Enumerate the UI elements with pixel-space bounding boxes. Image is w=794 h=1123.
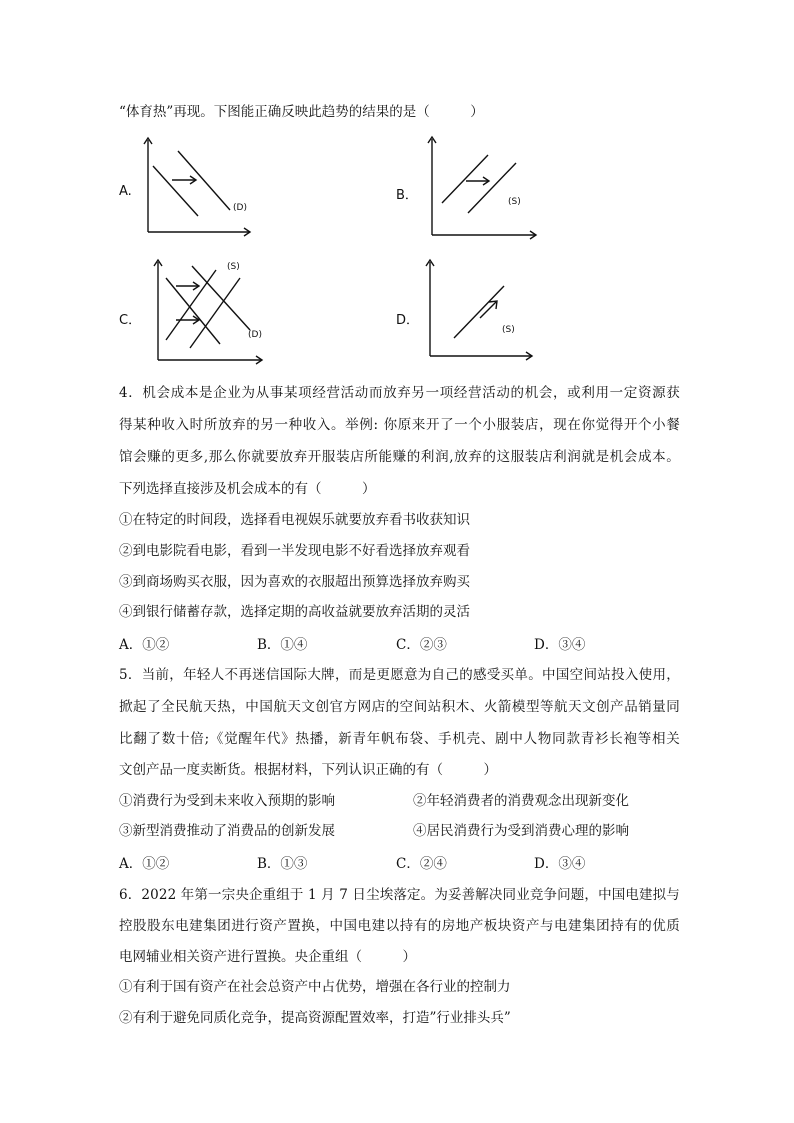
q5-item-2: ②年轻消费者的消费观念出现新变化 — [413, 793, 629, 809]
q4-stem-line-3: 馆会赚的更多,那么你就要放弃开服装店所能赚的利润,放弃的这服装店利润就是机会成本。 — [119, 449, 681, 465]
q6-stem-line-2: 控股股东电建集团进行资产置换，中国电建以持有的房地产板块资产与电建集团持有的优质 — [119, 918, 681, 934]
graph-a-demand-shift — [140, 136, 260, 240]
graph-b-label: B． — [396, 188, 418, 203]
q4-item-3: ③到商场购买衣服，因为喜欢的衣服超出预算选择放弃购买 — [119, 574, 470, 590]
q3-stem: “体育热”再现。下图能正确反映此趋势的结果的是（ ） — [119, 104, 484, 120]
graph-c-both-shift — [150, 256, 270, 366]
curve-s-label: (S) — [502, 325, 515, 335]
q6-item-1: ①有利于国有资产在社会总资产中占优势，增强在各行业的控制力 — [119, 979, 511, 995]
q5-item-3: ③新型消费推动了消费品的创新发展 — [119, 823, 335, 839]
q5-stem-line-4: 文创产品一度卖断货。根据材料，下列认识正确的有（ ） — [119, 762, 497, 778]
curve-s-label: (S) — [508, 197, 521, 207]
q5-option-d[interactable]: D．③④ — [534, 856, 586, 872]
q5-item-1: ①消费行为受到未来收入预期的影响 — [119, 793, 335, 809]
q4-stem-line-4: 下列选择直接涉及机会成本的有（ ） — [119, 481, 376, 497]
q5-item-4: ④居民消费行为受到消费心理的影响 — [413, 823, 629, 839]
graph-b-supply-shift — [424, 135, 544, 239]
q5-stem-line-2: 掀起了全民航天热，中国航天文创官方网店的空间站积木、火箭模型等航天文创产品销量同 — [119, 699, 681, 715]
curve-d-label: (D) — [233, 203, 247, 213]
graph-d-movement-along — [422, 256, 542, 360]
q4-item-2: ②到电影院看电影，看到一半发现电影不好看选择放弃观看 — [119, 543, 470, 559]
q6-item-2: ②有利于避免同质化竞争，提高资源配置效率，打造”行业排头兵” — [119, 1010, 511, 1026]
graph-c-label: C． — [119, 313, 142, 328]
curve-s-label: (S) — [227, 262, 240, 272]
q5-option-c[interactable]: C．②④ — [396, 856, 447, 872]
q4-item-4: ④到银行储蓄存款，选择定期的高收益就要放弃活期的灵活 — [119, 604, 470, 620]
q4-option-b[interactable]: B．①④ — [257, 637, 308, 653]
q4-stem-line-2: 得某种收入时所放弃的另一种收入。举例: 你原来开了一个小服装店，现在你觉得开个小餐 — [119, 417, 681, 433]
q4-option-a[interactable]: A．①② — [119, 637, 170, 653]
q4-stem-line-1: 4．机会成本是企业为从事某项经营活动而放弃另一项经营活动的机会，或利用一定资源获 — [119, 385, 681, 401]
supply-curve — [454, 286, 504, 338]
supply-curve-original — [442, 155, 488, 203]
demand-curve-original — [153, 166, 198, 216]
graph-d-label: D． — [396, 313, 420, 328]
movement-arrow — [480, 302, 496, 318]
q5-option-a[interactable]: A．①② — [119, 856, 170, 872]
q5-stem-line-1: 5．当前，年轻人不再迷信国际大牌，而是更愿意为自己的感受买单。中国空间站投入使用， — [119, 667, 681, 683]
q4-item-1: ①在特定的时间段，选择看电视娱乐就要放弃看书收获知识 — [119, 512, 470, 528]
q6-stem-line-1: 6．2022 年第一宗央企重组于 1 月 7 日尘埃落定。为妥善解决同业竞争问题，中国电建拟与 — [119, 887, 680, 903]
q4-option-c[interactable]: C．②③ — [396, 637, 447, 653]
q4-option-d[interactable]: D．③④ — [534, 637, 586, 653]
curve-d-label: (D) — [248, 330, 262, 340]
q6-stem-line-3: 电网辅业相关资产进行置换。央企重组（ ） — [119, 949, 416, 965]
graph-a-label: A. — [119, 184, 132, 199]
q5-stem-line-3: 比翻了数十倍;《觉醒年代》热播，新青年帆布袋、手机壳、剧中人物同款青衫长袍等相关 — [119, 731, 681, 747]
q5-option-b[interactable]: B．①③ — [257, 856, 308, 872]
